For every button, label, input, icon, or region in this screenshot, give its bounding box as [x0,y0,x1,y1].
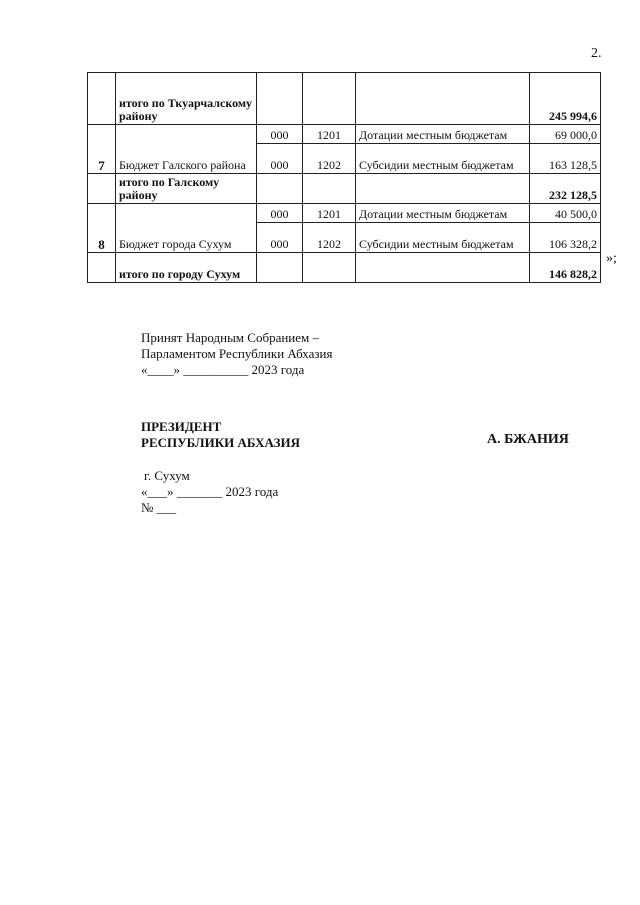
budget-name: Бюджет Галского района [116,125,257,174]
adoption-line: Парламентом Республики Абхазия [141,346,333,361]
adoption-date-line: «____» __________ 2023 года [141,362,305,377]
code-cell: 1202 [303,144,356,174]
table-row-total-tkuarchal [88,73,601,125]
desc-cell: Субсидии местным бюджетам [356,223,530,253]
code-cell: 000 [257,204,303,223]
total-amount: 232 128,5 [530,174,601,204]
budget-table [87,72,601,283]
signatory-title: ПРЕЗИДЕНТ РЕСПУБЛИКИ АБХАЗИЯ [141,419,300,450]
table-row [88,125,601,144]
place-date-block [141,468,278,516]
table-row-total [88,174,601,204]
code-cell: 1202 [303,223,356,253]
code-cell: 000 [257,223,303,253]
table-row [88,204,601,223]
desc-cell: Дотации местным бюджетам [356,125,530,144]
desc-cell: Дотации местным бюджетам [356,204,530,223]
date-line: «___» _______ 2023 года [141,484,279,499]
code-cell: 1201 [303,204,356,223]
code-cell: 000 [257,125,303,144]
total-label: итого по городу Сухум [116,253,257,283]
document-number: № ___ [141,500,177,515]
budget-name: Бюджет города Сухум [116,204,257,253]
amount-cell: 106 328,2 [530,223,601,253]
row-number: 8 [88,204,116,253]
page-number: 2. [591,46,602,61]
total-amount: 146 828,2 [530,253,601,283]
amount-cell: 163 128,5 [530,144,601,174]
num-cell [88,73,116,125]
desc-cell: Субсидии местным бюджетам [356,144,530,174]
code-cell: 000 [257,144,303,174]
total-amount: 245 994,6 [530,73,601,125]
code-cell: 1201 [303,125,356,144]
total-label: итого по Галскому району [116,174,257,204]
amount-cell: 40 500,0 [530,204,601,223]
adoption-note [141,330,332,378]
row-number: 7 [88,125,116,174]
city: г. Сухум [144,468,190,483]
amount-cell: 69 000,0 [530,125,601,144]
signatory-name: А. БЖАНИЯ [487,432,569,447]
table-row-total [88,253,601,283]
total-label: итого по Ткуарчалскому району [116,73,257,125]
closing-quote-mark: »; [606,251,617,266]
adoption-line: Принят Народным Собранием – [141,330,319,345]
